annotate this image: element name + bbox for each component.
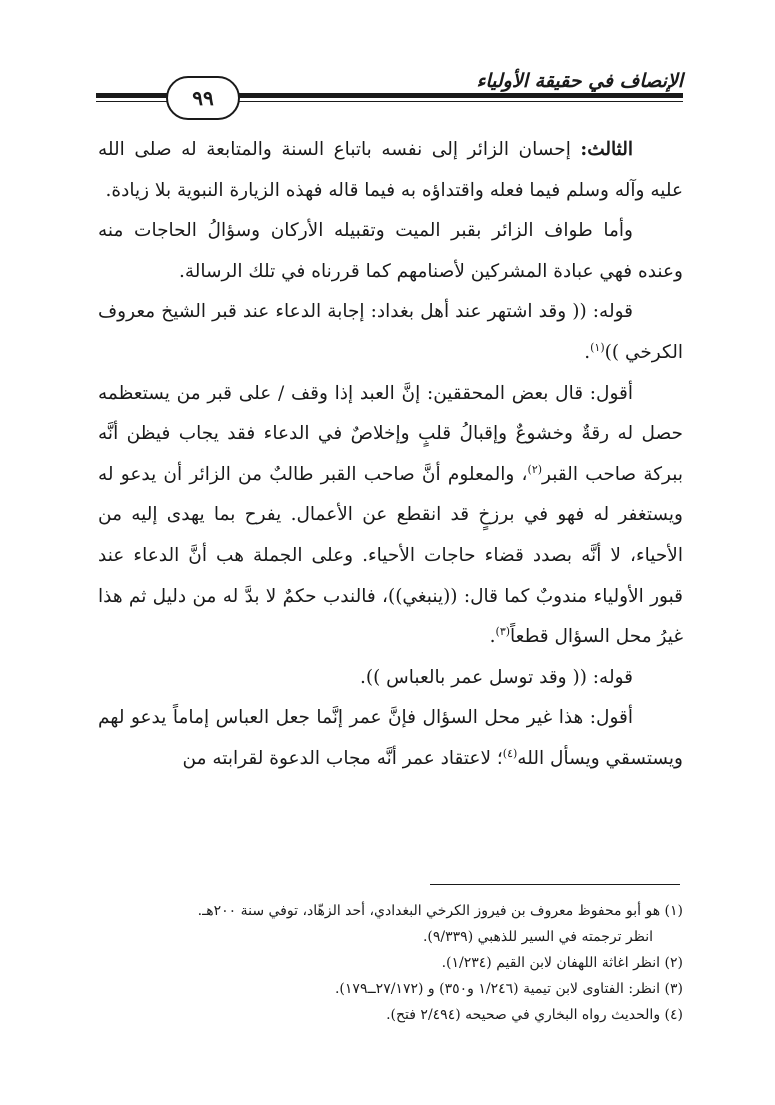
paragraph-quote-baghdad	[98, 292, 683, 373]
paragraph-text: إحسان الزائر إلى نفسه باتباع السنة والمتابعة له صلى الله عليه وآله وسلم فيما فعله واقتداؤه به فيما قاله فهذه الزيارة النبوية بلا زيادة.	[98, 139, 683, 201]
paragraph-text: ، والمعلوم أنَّ صاحب القبر طالبٌ من الزائر أن يدعو له ويستغفر له فهو في برزخٍ قد انقطع عن الأعمال. يفرح بما يهدى إليه من الأحياء، لا أنَّه بصدد قضاء حاجات الأحياء. وعلى الجملة هب أنَّ الدعاء عند قبور الأولياء مندوبٌ كما قال: ((ينبغي))، فالندب حكمٌ لا بدَّ له من دليل ثم هذا غيرُ محل السؤال قطعاً	[98, 463, 683, 648]
paragraph-text: أقول: قال بعض المحققين: إنَّ العبد إذا وقف / على قبر من يستعظمه حصل له رقةٌ وخشوعٌ وإقبالُ قلبٍ وإخلاصٌ في الدعاء فقد يجاب فيظن أنَّه ببركة صاحب القبر	[98, 382, 683, 485]
footnote-1-continued: انظر ترجمته في السير للذهبي (٩/٣٣٩).	[422, 929, 653, 945]
footnote-1: (١) هو أبو محفوظ معروف بن فيروز الكرخي البغدادي، أحد الزهّاد، توفي سنة ٢٠٠هـ.	[197, 903, 683, 919]
paragraph-third-point	[98, 130, 683, 211]
paragraph-text: أقول: هذا غير محل السؤال فإنَّ عمر إنَّما جعل العباس إماماً يدعو لهم ويستسقي ويسأل الله	[98, 707, 683, 769]
paragraph-tawaf	[98, 211, 683, 292]
footnote-2: (٢) انظر اغاثة اللهفان لابن القيم (١/٢٣٤).	[441, 955, 683, 971]
footnote-marker[interactable]: (١)	[590, 340, 605, 354]
footnote-4: (٤) والحديث رواه البخاري في صحيحه (٢/٤٩٤ فتح).	[386, 1007, 683, 1023]
footnotes	[91, 898, 683, 1028]
footnote-marker[interactable]: (٢)	[527, 462, 543, 476]
running-title: الإنصاف في حقيقة الأولياء	[476, 70, 683, 92]
paragraph-text: قوله: (( وقد توسل عمر بالعباس )).	[359, 666, 633, 688]
footnote-marker[interactable]: (٣)	[495, 624, 511, 638]
footnote-marker[interactable]: (٤)	[502, 746, 518, 760]
main-text	[98, 130, 683, 780]
paragraph-lead-word: الثالث:	[580, 139, 633, 160]
paragraph-reply-umar	[98, 698, 683, 779]
paragraph-reply-muhaqqiqin	[98, 374, 683, 658]
paragraph-text: قوله: (( وقد اشتهر عند أهل بغداد: إجابة الدعاء عند قبر الشيخ معروف الكرخي ))	[98, 301, 683, 363]
page-number: ٩٩	[166, 76, 240, 120]
punctuation: .	[584, 341, 591, 363]
footnote-separator	[430, 884, 680, 885]
paragraph-text: ؛ لاعتقاد عمر أنَّه مجاب الدعوة لقرابته من	[182, 747, 503, 769]
footnote-3: (٣) انظر: الفتاوى لابن تيمية (١/٢٤٦ و٣٥٠) و (٢٧/١٧٢ــ١٧٩).	[334, 981, 683, 997]
punctuation: .	[489, 626, 496, 648]
paragraph-quote-umar	[98, 658, 683, 699]
paragraph-text: وأما طواف الزائر بقبر الميت وتقبيله الأركان وسؤالُ الحاجات منه وعنده فهي عبادة المشركين لأصنامهم كما قررناه في تلك الرسالة.	[98, 220, 683, 282]
